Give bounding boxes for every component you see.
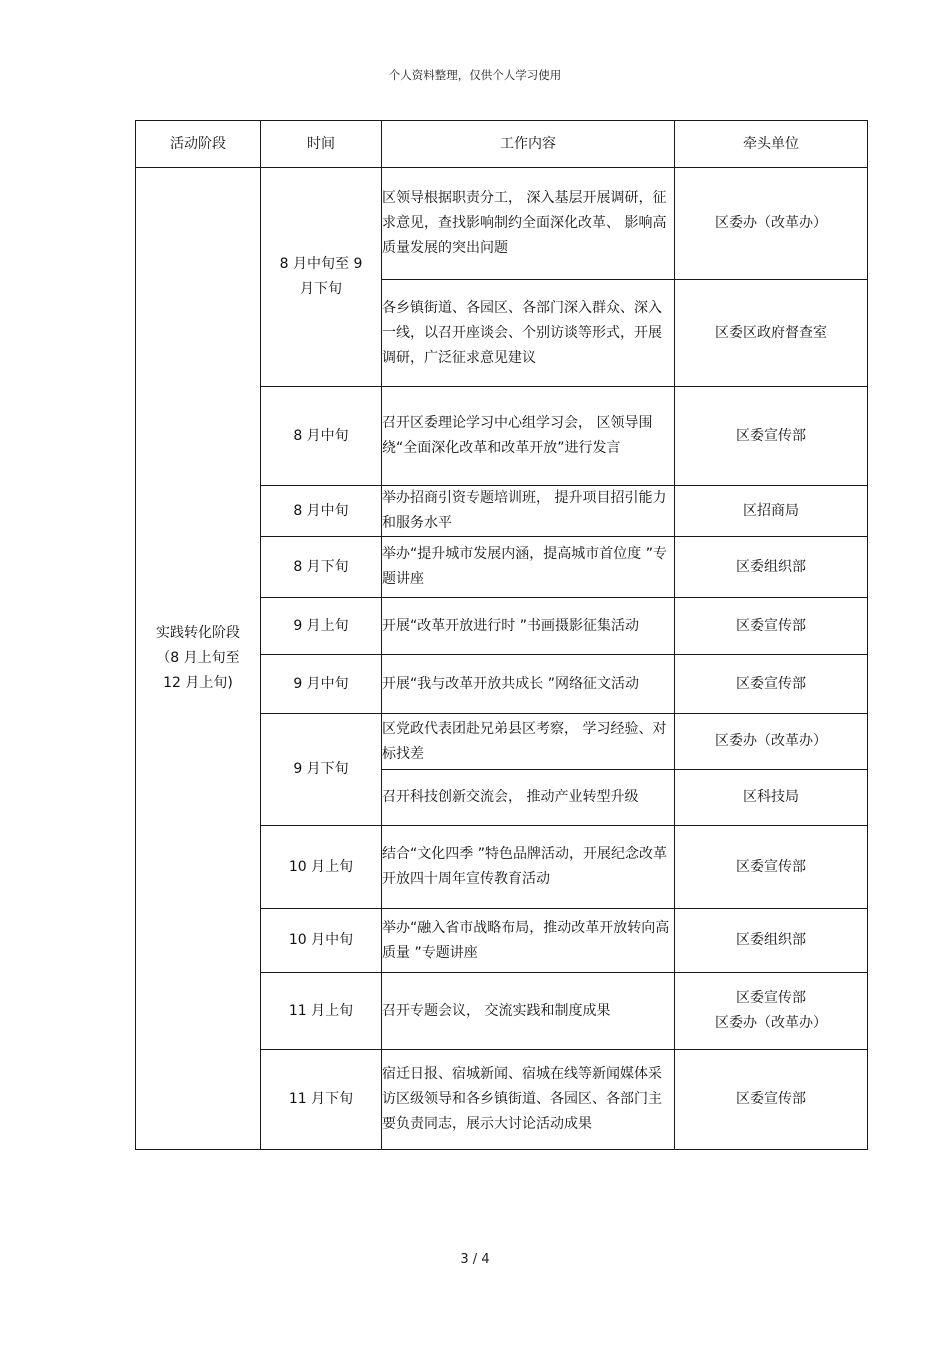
unit-cell: 区委宣传部	[675, 598, 868, 655]
time-cell: 10 月中旬	[261, 909, 382, 973]
content-cell: 召开专题会议， 交流实践和制度成果	[382, 973, 675, 1050]
content-cell: 举办招商引资专题培训班， 提升项目招引能力和服务水平	[382, 486, 675, 537]
column-header-time: 时间	[261, 121, 382, 168]
content-cell: 结合“文化四季 ”特色品牌活动，开展纪念改革开放四十周年宣传教育活动	[382, 826, 675, 909]
unit-cell: 区委办（改革办）	[675, 714, 868, 770]
page-number: 3 / 4	[460, 1252, 490, 1267]
activity-schedule-table	[135, 120, 868, 1150]
time-cell: 8 月中旬	[261, 387, 382, 486]
table-header-row	[136, 121, 868, 168]
unit-cell: 区委宣传部 区委办（改革办）	[675, 973, 868, 1050]
stage-cell: 实践转化阶段 （8 月上旬至 12 月上旬)	[136, 168, 261, 1150]
unit-cell: 区科技局	[675, 770, 868, 826]
column-header-content: 工作内容	[382, 121, 675, 168]
time-cell: 11 月下旬	[261, 1050, 382, 1150]
time-cell: 9 月上旬	[261, 598, 382, 655]
content-cell: 开展“我与改革开放共成长 ”网络征文活动	[382, 655, 675, 714]
content-cell: 开展“改革开放进行时 ”书画摄影征集活动	[382, 598, 675, 655]
content-cell: 区领导根据职责分工， 深入基层开展调研，征求意见，查找影响制约全面深化改革、 影响高质量发展的突出问题	[382, 168, 675, 280]
unit-cell: 区委组织部	[675, 537, 868, 598]
column-header-stage: 活动阶段	[136, 121, 261, 168]
time-cell: 8 月中旬至 9 月下旬	[261, 168, 382, 387]
unit-cell: 区委宣传部	[675, 387, 868, 486]
time-cell: 9 月下旬	[261, 714, 382, 826]
unit-cell: 区委宣传部	[675, 826, 868, 909]
content-cell: 区党政代表团赴兄弟县区考察， 学习经验、对标找差	[382, 714, 675, 770]
time-cell: 8 月中旬	[261, 486, 382, 537]
unit-cell: 区委组织部	[675, 909, 868, 973]
content-cell: 各乡镇街道、各园区、各部门深入群众、深入一线，以召开座谈会、个别访谈等形式，开展调研，广泛征求意见建议	[382, 280, 675, 387]
unit-cell: 区委宣传部	[675, 1050, 868, 1150]
time-cell: 11 月上旬	[261, 973, 382, 1050]
unit-cell: 区招商局	[675, 486, 868, 537]
unit-cell: 区委宣传部	[675, 655, 868, 714]
time-cell: 8 月下旬	[261, 537, 382, 598]
content-cell: 召开区委理论学习中心组学习会， 区领导围绕“全面深化改革和改革开放”进行发言	[382, 387, 675, 486]
table-row	[136, 168, 868, 280]
content-cell: 举办“提升城市发展内涵，提高城市首位度 ”专题讲座	[382, 537, 675, 598]
content-cell: 举办“融入省市战略布局，推动改革开放转向高质量 ”专题讲座	[382, 909, 675, 973]
time-cell: 9 月中旬	[261, 655, 382, 714]
column-header-lead-unit: 牵头单位	[675, 121, 868, 168]
time-cell: 10 月上旬	[261, 826, 382, 909]
content-cell: 召开科技创新交流会， 推动产业转型升级	[382, 770, 675, 826]
unit-cell: 区委区政府督查室	[675, 280, 868, 387]
content-cell: 宿迁日报、宿城新闻、宿城在线等新闻媒体采访区级领导和各乡镇街道、各园区、各部门主要负责同志，展示大讨论活动成果	[382, 1050, 675, 1150]
unit-cell: 区委办（改革办）	[675, 168, 868, 280]
page-header-note: 个人资料整理，仅供个人学习使用	[388, 68, 562, 82]
